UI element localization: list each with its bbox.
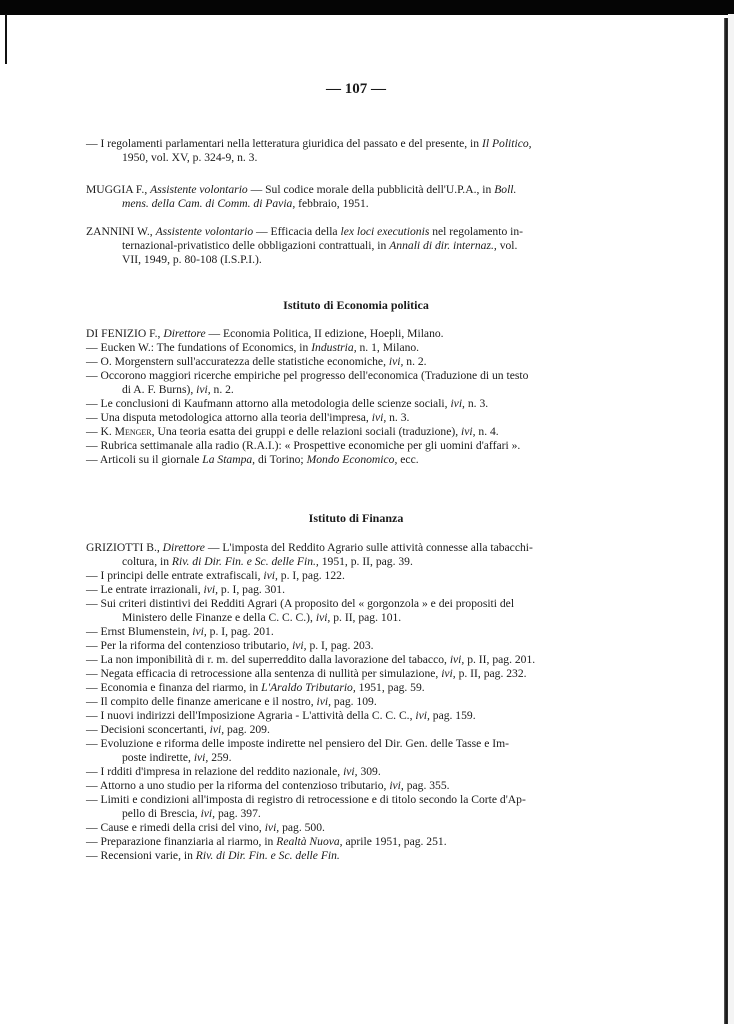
text-line: coltura, in Riv. di Dir. Fin. e Sc. delle Fin., 1951, p. II, pag. 39. [122,555,413,568]
text-line: — I rdditi d'impresa in relazione del reddito nazionale, ivi, 309. [86,765,381,778]
bibliography-entry [86,369,626,397]
bibliography-entry [86,597,626,625]
bibliography-entry [86,737,626,765]
bibliography-entry [86,779,626,793]
bibliography-entry [86,355,626,369]
bibliography-entry [86,425,626,439]
text-line: — I principi delle entrate extrafiscali, ivi, p. I, pag. 122. [86,569,345,582]
text-line: Ministero delle Finanze e della C. C. C.), ivi, p. II, pag. 101. [122,611,402,624]
text-line: VII, 1949, p. 80-108 (I.S.P.I.). [122,253,262,266]
bibliography-entry [86,653,626,667]
scan-border-top [0,0,734,15]
bibliography-entry [86,849,626,863]
bibliography-entry [86,639,626,653]
bibliography-entry [86,793,626,821]
section-heading: Istituto di Finanza [308,511,404,525]
text-line: — La non imponibilità di r. m. del superreddito dalla lavorazione del tabacco, ivi, p. II, pag. 201. [86,653,536,666]
bibliography-entry [86,681,626,695]
bibliography-entry [86,667,626,681]
text-line: — Preparazione finanziaria al riarmo, in Realtà Nuova, aprile 1951, pag. 251. [86,835,447,848]
text-line: — Occorono maggiori ricerche empiriche pel progresso dell'economica (Traduzione di un testo [86,369,529,382]
text-line: — I nuovi indirizzi dell'Imposizione Agraria - L'attività della C. C. C., ivi, pag. 159. [86,709,476,722]
text-line: — Negata efficacia di retrocessione alla sentenza di nullità per simulazione, ivi, p. II, pag. 232. [86,667,527,680]
scan-border-right [724,18,728,1024]
bibliography-entry [86,821,626,835]
bibliography-entry [86,709,626,723]
bibliography-entry [86,439,626,453]
text-line: — Evoluzione e riforma delle imposte indirette nel pensiero del Dir. Gen. delle Tasse e Im- [86,737,509,750]
text-line: MUGGIA F., Assistente volontario — Sul codice morale della pubblicità dell'U.P.A., in Boll. [86,183,517,196]
bibliography-entry [86,411,626,425]
text-line: — K. Menger, Una teoria esatta dei gruppi e delle relazioni sociali (traduzione), ivi, n. 4. [86,425,499,438]
text-line: — Economia e finanza del riarmo, in L'Araldo Tributario, 1951, pag. 59. [86,681,425,694]
text-line: — Cause e rimedi della crisi del vino, ivi, pag. 500. [86,821,325,834]
bibliography-entry [86,137,626,165]
text-line: poste indirette, ivi, 259. [122,751,232,764]
bibliography-entry [86,327,626,341]
text-line: ternazional-privatistico delle obbligazioni contrattuali, in Annali di dir. internaz., vol. [122,239,518,252]
text-line: pello di Brescia, ivi, pag. 397. [122,807,261,820]
text-line: — Il compito delle finanze americane e il nostro, ivi, pag. 109. [86,695,377,708]
bibliography-entry [86,397,626,411]
bibliography-entry [86,453,626,467]
text-line: — Rubrica settimanale alla radio (R.A.I.): « Prospettive economiche per gli uomini d'affari ». [86,439,521,452]
text-line: — Per la riforma del contenzioso tributario, ivi, p. I, pag. 203. [86,639,374,652]
text-line: GRIZIOTTI B., Direttore — L'imposta del Reddito Agrario sulle attività connesse alla tabacchi- [86,541,533,554]
text-line: — Limiti e condizioni all'imposta di registro di retrocessione e di titolo secondo la Corte d'Ap- [86,793,526,806]
text-line: — O. Morgenstern sull'accuratezza delle statistiche economiche, ivi, n. 2. [86,355,427,368]
bibliography-entry [86,835,626,849]
author-entry-muggia [86,183,626,211]
text-line: — I regolamenti parlamentari nella letteratura giuridica del passato e del presente, in Il Politico, [86,137,532,150]
text-line: — Eucken W.: The fundations of Economics, in Industria, n. 1, Milano. [86,341,420,354]
text-line: mens. della Cam. di Comm. di Pavia, febbraio, 1951. [122,197,369,210]
scan-margin-right [728,14,734,1024]
bibliography-entry [86,695,626,709]
page-number: — 107 — [326,81,386,97]
text-line: — Sui criteri distintivi dei Redditi Agrari (A proposito del « gorgonzola » e dei propositi del [86,597,515,610]
text-line: ZANNINI W., Assistente volontario — Efficacia della lex loci executionis nel regolamento in- [86,225,524,238]
bibliography-entry [86,723,626,737]
bibliography-entry [86,341,626,355]
section-heading: Istituto di Economia politica [283,298,429,312]
bibliography-entry [86,765,626,779]
bibliography-entry [86,625,626,639]
text-line: — Ernst Blumenstein, ivi, p. I, pag. 201. [86,625,274,638]
scan-border-left [5,14,7,64]
text-line: — Attorno a uno studio per la riforma del contenzioso tributario, ivi, pag. 355. [86,779,450,792]
text-line: — Una disputa metodologica attorno alla teoria dell'impresa, ivi, n. 3. [86,411,410,424]
text-line: DI FENIZIO F., Direttore — Economia Politica, II edizione, Hoepli, Milano. [86,327,444,340]
bibliography-entry [86,541,626,569]
author-entry-zannini [86,225,626,267]
text-line: 1950, vol. XV, p. 324-9, n. 3. [122,151,258,164]
text-line: di A. F. Burns), ivi, n. 2. [122,383,234,396]
text-line: — Le conclusioni di Kaufmann attorno alla metodologia delle scienze sociali, ivi, n. 3. [86,397,489,410]
bibliography-entry [86,569,626,583]
text-line: — Decisioni sconcertanti, ivi, pag. 209. [86,723,270,736]
text-line: — Recensioni varie, in Riv. di Dir. Fin. e Sc. delle Fin. [86,849,340,862]
text-line: — Articoli su il giornale La Stampa, di Torino; Mondo Economico, ecc. [86,453,419,466]
bibliography-entry [86,583,626,597]
text-line: — Le entrate irrazionali, ivi, p. I, pag. 301. [86,583,285,596]
